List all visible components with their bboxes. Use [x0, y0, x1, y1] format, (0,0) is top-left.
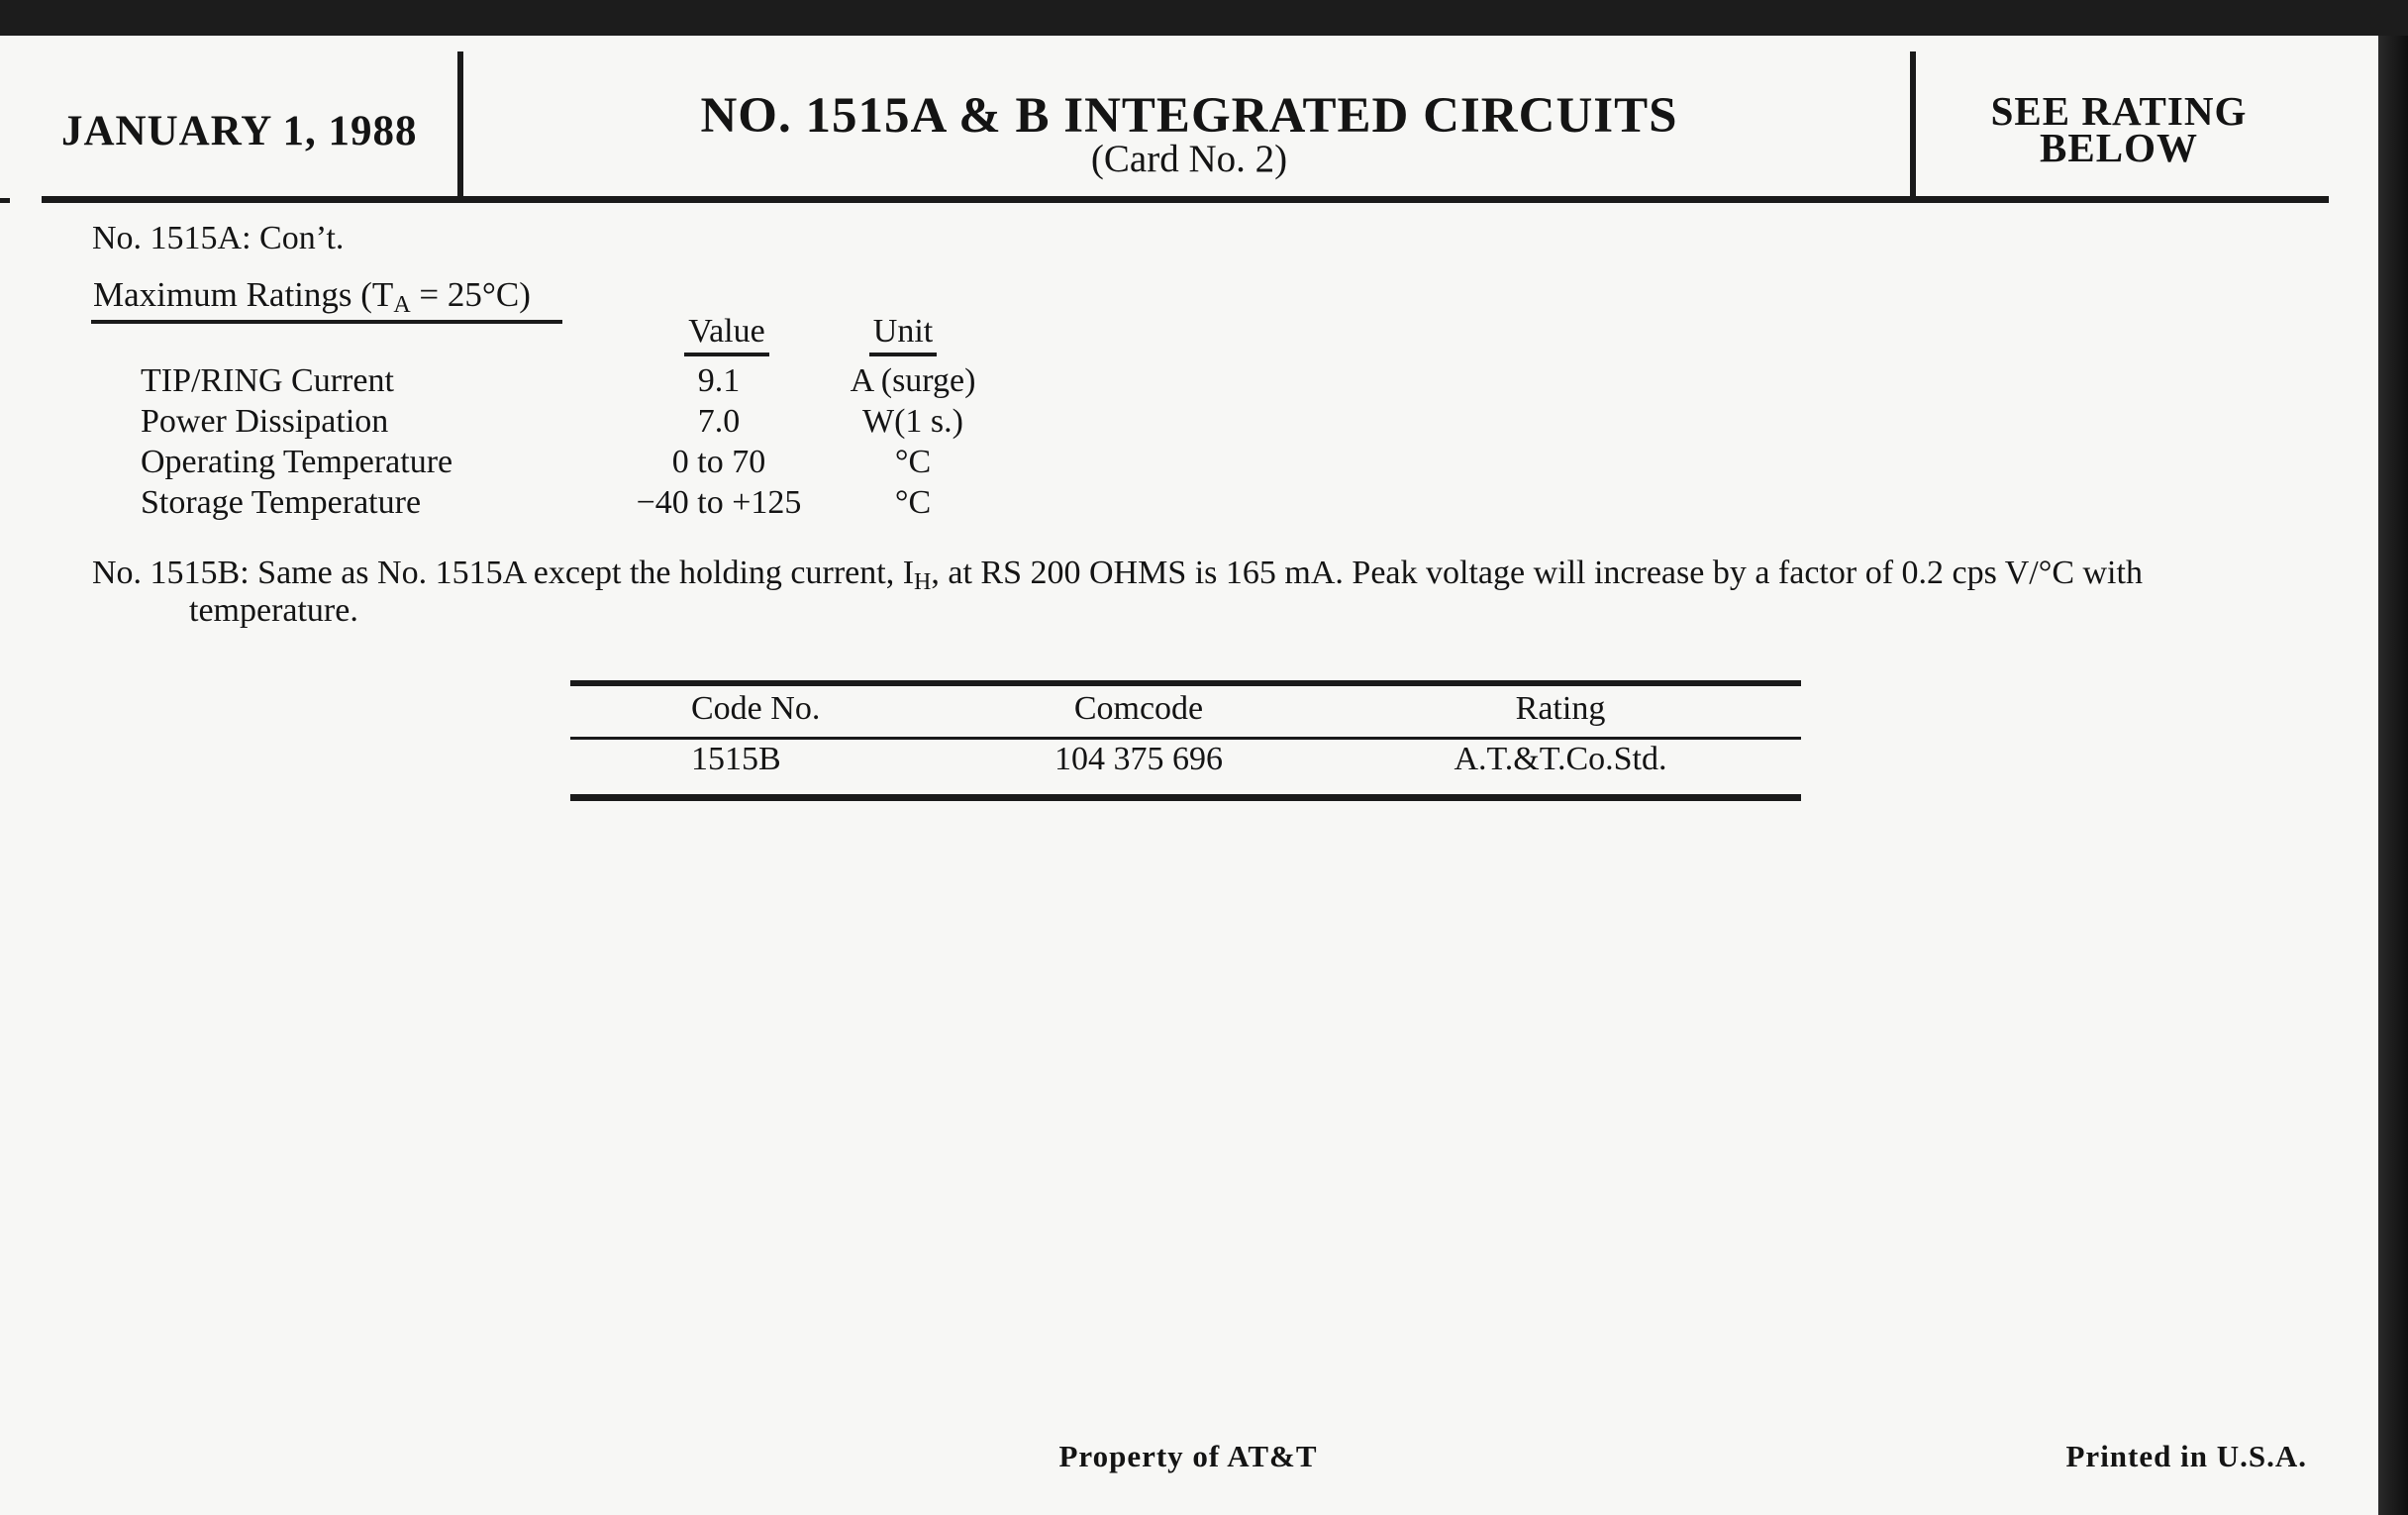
- rating-row-unit: W(1 s.): [862, 403, 963, 440]
- rating-row-value: 7.0: [697, 403, 741, 440]
- ratings-heading-underline: [91, 320, 562, 324]
- rating-row-label: Power Dissipation: [141, 403, 389, 440]
- section-a-continued: No. 1515A: Con’t.: [92, 220, 345, 256]
- table-cell-comcode: 104 375 696: [1054, 741, 1223, 777]
- unit-underline: [869, 353, 937, 356]
- footer-property: Property of AT&T: [1058, 1439, 1318, 1473]
- section-b-text-continued: temperature.: [189, 592, 358, 629]
- rating-row-label: Storage Temperature: [141, 484, 422, 521]
- table-header-rating: Rating: [1515, 690, 1606, 727]
- rating-line-2: BELOW: [2040, 125, 2198, 170]
- rating-row-unit: A (surge): [850, 362, 976, 399]
- rating-row-unit: °C: [894, 484, 932, 521]
- rating-row-label: TIP/RING Current: [141, 362, 394, 399]
- section-b-text: No. 1515B: Same as No. 1515A except the holding current, $I_H$, at RS 200 OHMS is 165 mA. Peak voltage will increase by a factor of 0.2 cps V/°C with: [92, 555, 2143, 595]
- card-number: (Card No. 2): [1090, 138, 1288, 180]
- header-divider-left: [457, 51, 463, 200]
- footer-printed: Printed in U.S.A.: [2065, 1439, 2307, 1473]
- rating-row-value: −40 to +125: [636, 484, 802, 521]
- header-divider-right: [1910, 51, 1916, 200]
- rating-row-unit: °C: [894, 444, 932, 480]
- rating-line-1: SEE RATING: [1990, 88, 2248, 134]
- table-cell-rating: A.T.&T.Co.Std.: [1454, 741, 1667, 777]
- table-header-code: Code No.: [691, 690, 821, 727]
- column-header-unit: Unit: [872, 313, 934, 350]
- header-rating: [1921, 88, 2317, 170]
- column-header-value: Value: [688, 313, 765, 350]
- edge-mark: [0, 198, 10, 203]
- table-bottom-rule: [570, 794, 1801, 801]
- rating-row-value: 9.1: [697, 362, 741, 399]
- scan-edge: [2378, 36, 2408, 1515]
- card-date: JANUARY 1, 1988: [61, 108, 418, 154]
- table-header-rule: [570, 737, 1801, 740]
- table-cell-code: 1515B: [691, 741, 781, 777]
- rating-row-label: Operating Temperature: [141, 444, 453, 480]
- rating-row-value: 0 to 70: [671, 444, 766, 480]
- card-title: NO. 1515A & B INTEGRATED CIRCUITS: [700, 88, 1678, 144]
- table-header-comcode: Comcode: [1073, 690, 1204, 727]
- value-underline: [684, 353, 769, 356]
- ratings-heading: Maximum Ratings $(T_A = 25^\circ C)$: [93, 275, 531, 318]
- header-rule: [42, 196, 2329, 203]
- table-top-rule: [570, 680, 1801, 686]
